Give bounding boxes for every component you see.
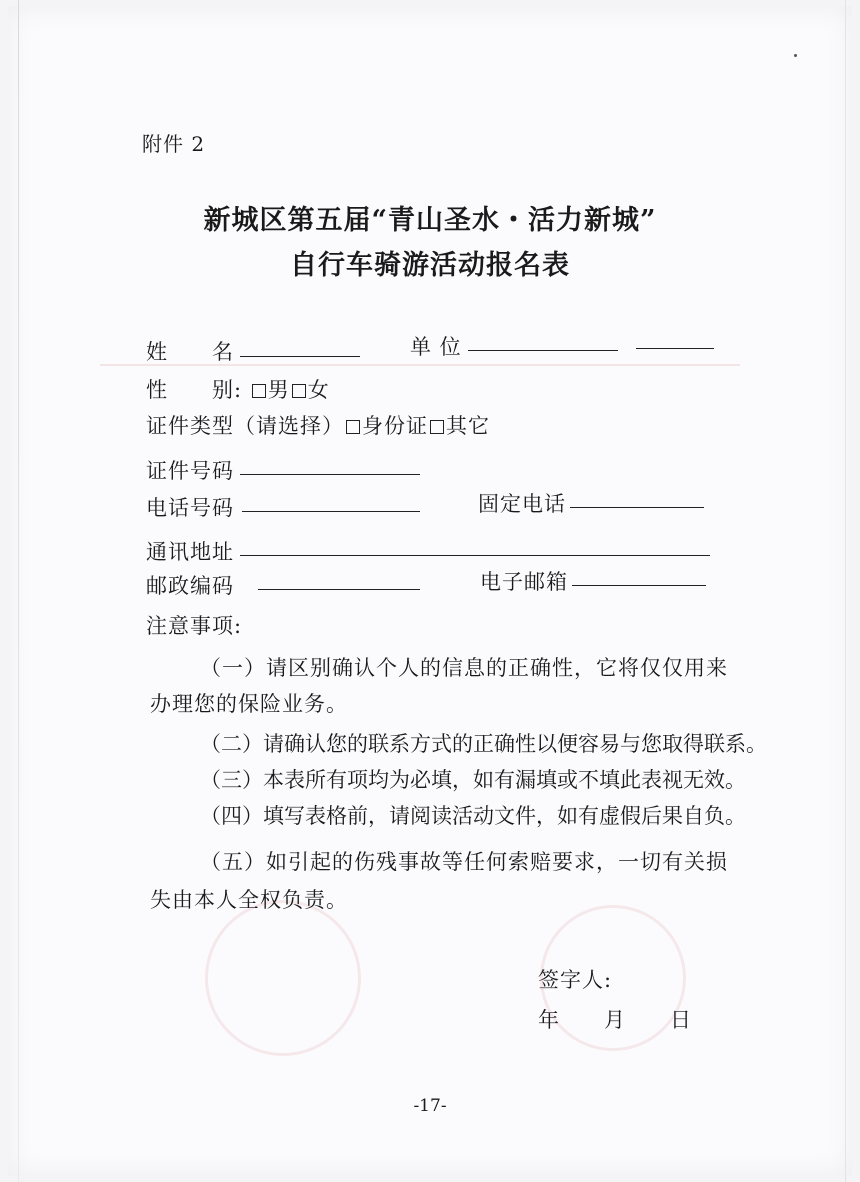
id-card-option-label: 身份证 xyxy=(362,414,428,438)
phone-label: 电话号码 xyxy=(146,496,234,520)
page-title: 新城区第五届“青山圣水・活力新城” xyxy=(203,205,657,236)
scan-edge-left xyxy=(18,0,19,1182)
notes-heading: 注意事项: xyxy=(146,614,243,638)
scan-edge-right xyxy=(845,0,846,1182)
attachment-label: 附件 2 xyxy=(142,132,206,156)
name-label: 姓 名 xyxy=(146,340,234,364)
address-field[interactable] xyxy=(240,555,710,556)
unit-field[interactable] xyxy=(468,350,618,351)
id-number-label: 证件号码 xyxy=(146,459,234,483)
female-option-label: 女 xyxy=(307,378,330,402)
unit-field-extension[interactable] xyxy=(636,348,714,349)
unit-label: 单 位 xyxy=(410,335,462,359)
address-label: 通讯地址 xyxy=(146,540,234,564)
note-item-1: （一）请区别确认个人的信息的正确性，它将仅仅用来 xyxy=(200,656,728,680)
signature-label: 签字人: xyxy=(538,968,613,992)
phone-field[interactable] xyxy=(242,511,420,512)
scan-speck xyxy=(794,54,797,57)
female-checkbox[interactable] xyxy=(292,384,306,398)
note-item-4: （四）填写表格前，请阅读活动文件，如有虚假后果自负。 xyxy=(200,804,746,828)
note-item-3: （三）本表所有项均为必填，如有漏填或不填此表视无效。 xyxy=(200,768,746,792)
page-number: -17- xyxy=(413,1096,447,1116)
note-item-5-continued: 失由本人全权负责。 xyxy=(150,888,348,912)
landline-label: 固定电话 xyxy=(478,492,566,516)
id-type-row xyxy=(146,410,490,440)
gender-label: 性 别: xyxy=(146,378,243,402)
gender-row xyxy=(146,374,330,404)
id-number-field[interactable] xyxy=(240,474,420,475)
page-subtitle: 自行车骑游活动报名表 xyxy=(290,250,570,281)
male-option-label: 男 xyxy=(267,378,290,402)
id-type-label: 证件类型（请选择） xyxy=(146,414,344,438)
note-item-2: （二）请确认您的联系方式的正确性以便容易与您取得联系。 xyxy=(200,732,767,756)
note-item-1-continued: 办理您的保险业务。 xyxy=(150,692,348,716)
note-item-5: （五）如引起的伤残事故等任何索赔要求，一切有关损 xyxy=(200,850,728,874)
name-field[interactable] xyxy=(240,356,360,357)
male-checkbox[interactable] xyxy=(252,384,266,398)
other-id-checkbox[interactable] xyxy=(430,420,444,434)
landline-field[interactable] xyxy=(570,507,704,508)
id-card-checkbox[interactable] xyxy=(346,420,360,434)
email-field[interactable] xyxy=(572,585,706,586)
document-page xyxy=(8,6,852,1176)
email-label: 电子邮箱 xyxy=(480,570,568,594)
postcode-label: 邮政编码 xyxy=(146,574,234,598)
postcode-field[interactable] xyxy=(258,589,420,590)
signature-date: 年 月 日 xyxy=(538,1008,692,1032)
other-id-option-label: 其它 xyxy=(446,414,490,438)
